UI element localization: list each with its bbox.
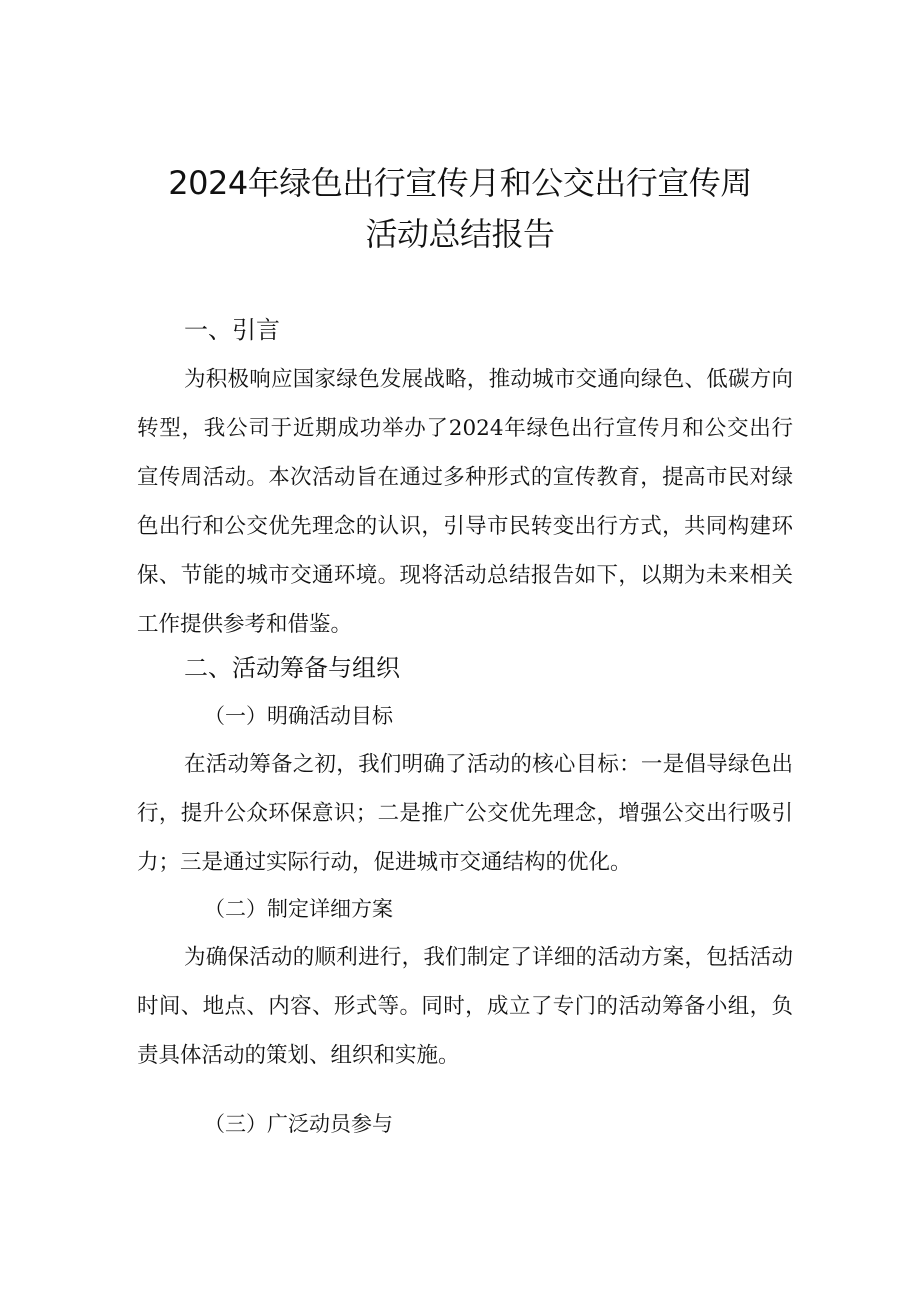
document-title-line-1: 2024年绿色出行宣传月和公交出行宣传周 <box>168 164 752 202</box>
introduction-paragraph: 为积极响应国家绿色发展战略，推动城市交通向绿色、低碳方向转型，我公司于近期成功举办了2024年绿色出行宣传月和公交出行宣传周活动。本次活动旨在通过多种形式的宣传教育，提高市民对绿色出行和公交优先理念的认识，引导市民转变出行方式，共同构建环保、节能的城市交通环境。现将活动总结报告如下，以期为未来相关工作提供参考和借鉴。 <box>137 367 793 637</box>
section-heading-introduction: 一、引言 <box>184 316 280 344</box>
subsection-heading-plan: （二）制定详细方案 <box>204 897 393 921</box>
subsection-heading-goals: （一）明确活动目标 <box>204 704 393 728</box>
subsection-heading-mobilization: （三）广泛动员参与 <box>204 1112 393 1136</box>
document-title-line-2: 活动总结报告 <box>365 215 555 253</box>
goals-paragraph: 在活动筹备之初，我们明确了活动的核心目标：一是倡导绿色出行，提升公众环保意识；二是推广公交优先理念，增强公交出行吸引力；三是通过实际行动，促进城市交通结构的优化。 <box>137 752 793 875</box>
section-heading-preparation: 二、活动筹备与组织 <box>184 654 400 682</box>
plan-paragraph: 为确保活动的顺利进行，我们制定了详细的活动方案，包括活动时间、地点、内容、形式等。同时，成立了专门的活动筹备小组，负责具体活动的策划、组织和实施。 <box>137 945 793 1068</box>
